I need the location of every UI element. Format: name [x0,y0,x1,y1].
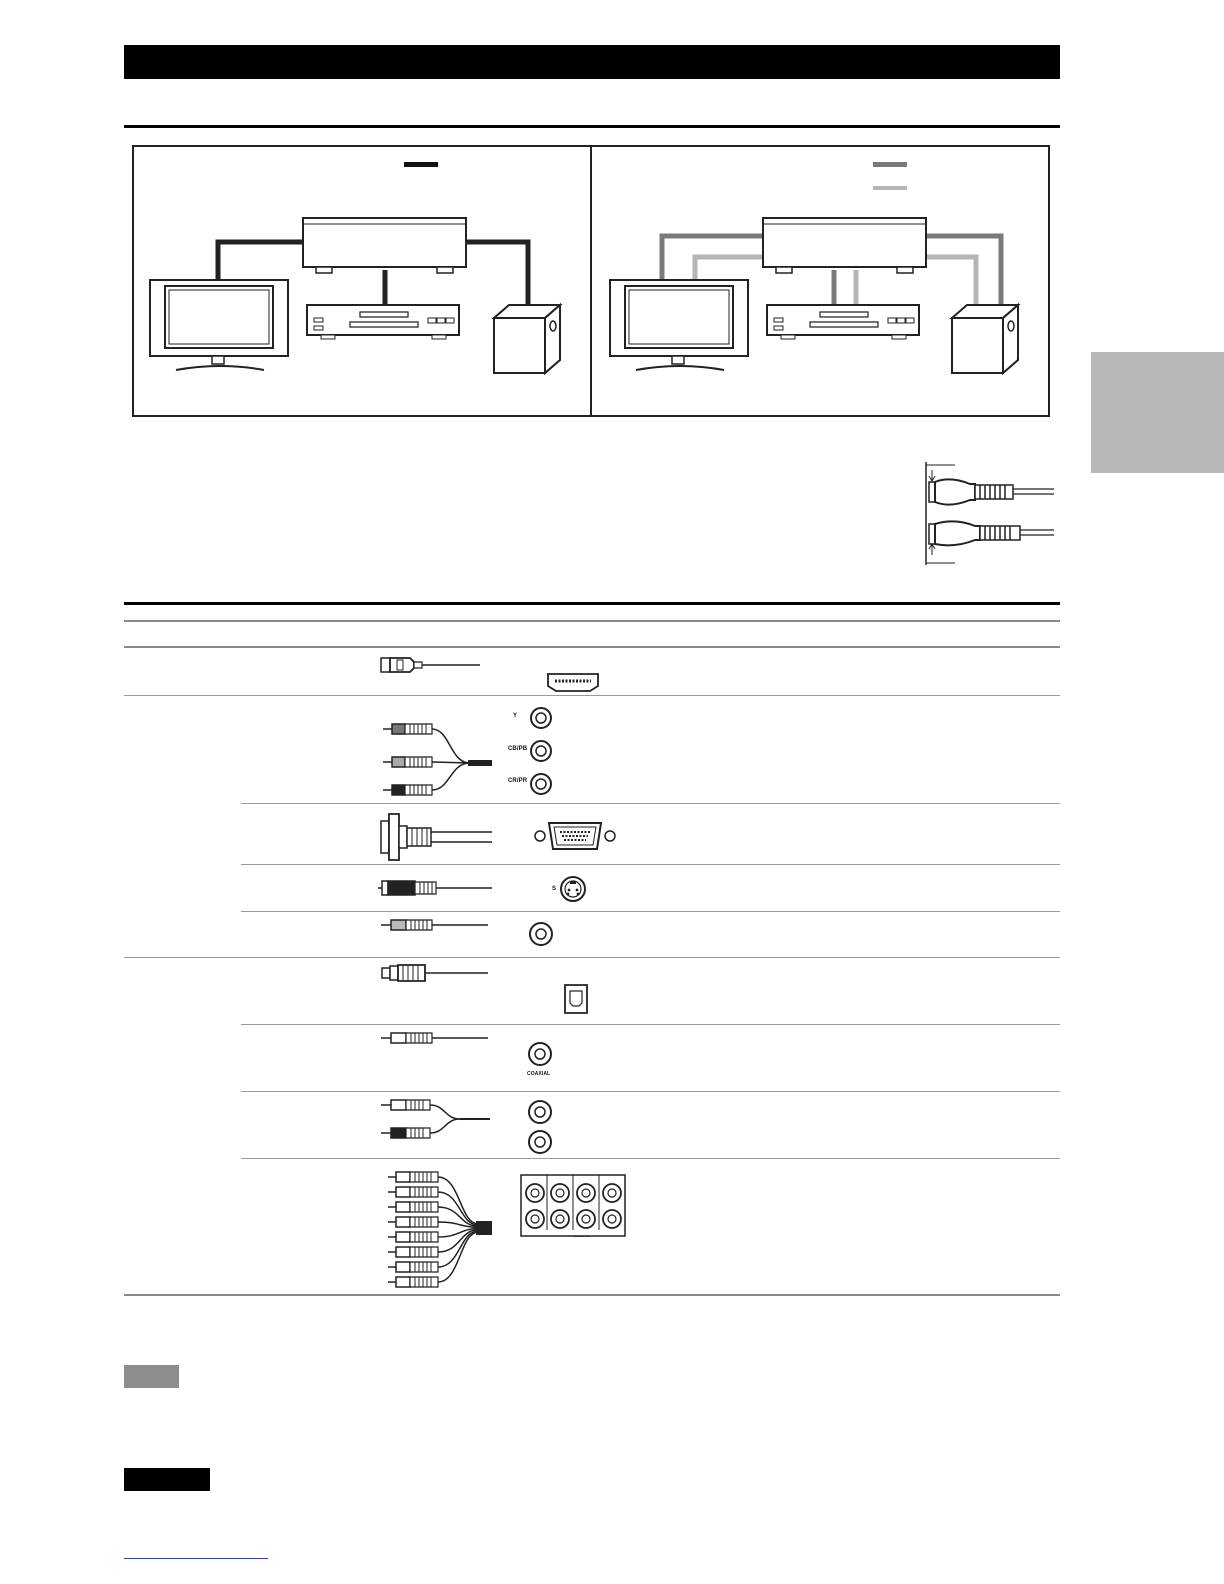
mc-plug-body [396,1202,410,1212]
mc-cable-bundle [476,1221,492,1235]
jack-label-s: S [552,886,557,892]
multichannel-cable-icon [388,1172,492,1287]
note-label-box [124,1365,179,1388]
footnote-rule [124,1558,268,1559]
coaxial-jack-icon [529,1043,551,1065]
composite-cable-icon [381,920,488,930]
mc-plug-grip [410,1232,438,1242]
caution-label-box [124,1468,210,1491]
mc-cable-wire [438,1177,478,1224]
component-cable-icon [383,724,492,795]
composite-jack-icon [530,923,552,945]
optical-cable-icon [382,965,488,981]
coaxial-cable-icon [381,1033,488,1043]
mc-plug-body [396,1247,410,1257]
jack-label-pr: CR/PR [508,778,528,784]
pc-jack-icon [535,823,615,849]
svideo-jack-icon [561,877,585,901]
mc-plug-grip [410,1247,438,1257]
jack-label-y: Y [513,713,518,719]
mc-plug-grip [410,1217,438,1227]
mc-plug-grip [410,1262,438,1272]
mc-plug-grip [410,1172,438,1182]
mc-plug-grip [410,1277,438,1287]
jack-label-coaxial: COAXIAL [527,1071,551,1077]
optical-jack-icon [565,985,587,1013]
mc-cable-wire [438,1232,478,1282]
mc-plug-body [396,1277,410,1287]
svideo-cable-icon [378,881,492,895]
mc-plug-body [396,1232,410,1242]
analog-audio-cable-icon [381,1100,490,1138]
mc-plug-body [396,1172,410,1182]
mc-plug-body [396,1187,410,1197]
mc-plug-body [396,1217,410,1227]
pc-cable-icon [381,814,492,860]
component-jacks-icon [531,708,551,794]
jack-label-pb: CB/PB [508,746,528,752]
mc-plug-body [396,1262,410,1272]
mc-plug-grip [410,1202,438,1212]
multichannel-jacks-icon [521,1175,625,1236]
hdmi-jack-icon [548,674,598,691]
mc-plug-grip [410,1187,438,1197]
hdmi-cable-icon [381,658,480,672]
analog-audio-jacks-icon [529,1101,551,1153]
